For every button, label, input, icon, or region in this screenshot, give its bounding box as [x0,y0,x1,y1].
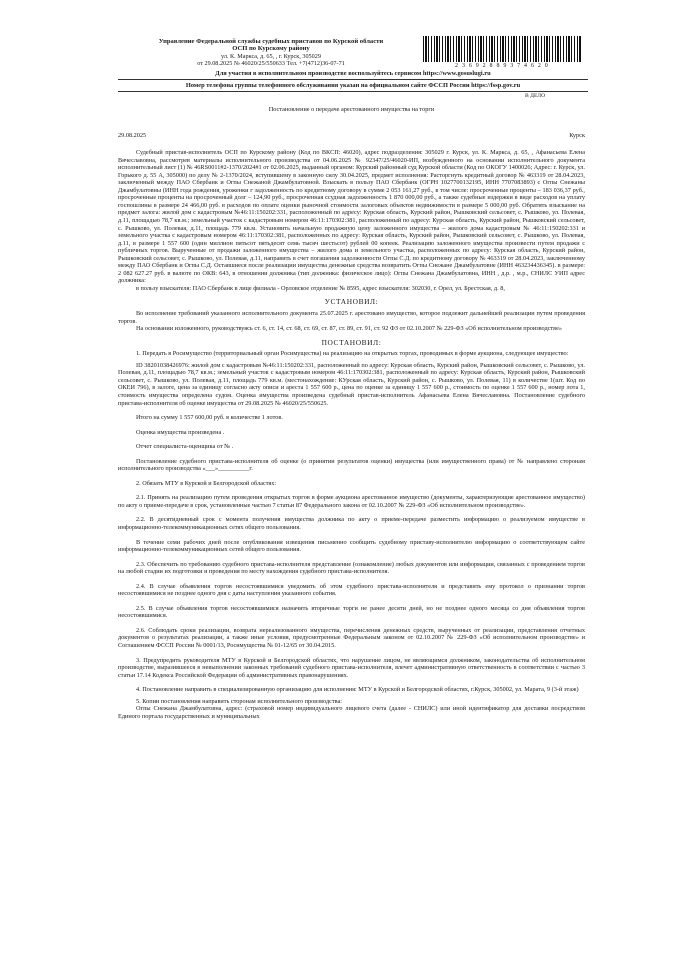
department-address: ул. К. Маркса, д. 65, , г. Курск, 305029 [221,52,321,60]
paragraph: ID 38201038426976: жилой дом с кадастровым №46:11:150202:331, расположенный по адресу: Курская область, Курский район, Рышковский сельсовет, с. Рышково, ул. Полевая, д.11, площадью 78,7 кв.м.; земельный участок с кадастровым номером 46:11:170302:381, расположенный по адресу: Курская область, Курский район, Рышковский сельсовет, с. Рышково, ул. Полевая, д.11, площадь 779 кв.м. (местонахождение: КУрская область, Курский район, с. Рышково, ул. Полевая, 11) в количестве 1(шт. Код по ОКЕИ 796), в залоге, цена за единицу согласно акту описи и ареста 1 557 600 р., цена по оценке за единицу 1 557 600 р., стоимость по оценке 1 557 600 р., номер лота 1, стоимость имущества определена судом. Оценка имущества произведена судебный пристав-исполнитель Афанасьева Елена Вячеславовна. Постановление судебного пристава-исполнителя об оценке имущества от 29.08.2025 № 46020/25/550625. [118,361,585,407]
section-heading-ustanovil: УСТАНОВИЛ: [324,297,379,307]
barcode-number: 2 3 6 9 2 8 8 9 3 7 4 6 2 0 [455,63,549,69]
phone-notice: Номер телефона группы телефонного обслуживания указан на официальном сайте ФССП России https://fssp.gov.ru [185,82,521,89]
paragraph: Во исполнение требований указанного исполнительного документа 25.07.2025 г. арестовано имущество, которое подлежит дальнейшей реализации путем проведения торгов. [118,310,585,325]
paragraph: 5. Копии постановления направить сторонам исполнительного производства: [136,697,343,705]
paragraph: В течение семи рабочих дней после опубликования извещения письменно сообщить судебному приставу-исполнителю информацию о соответствующем сайте информационно-телекоммуникационных сетей общего пользования. [118,538,585,554]
document-body [118,106,585,720]
paragraph: На основании изложенного, руководствуясь ст. 6, ст. 14, ст. 68, ст. 69, ст. 87, ст. 89, ст. 91, ст. 92 ФЗ от 02.10.2007 № 229-ФЗ «Об исполнительном производстве» [136,325,562,333]
barcode [423,36,581,62]
department-name: ОСП по Курскому району [232,45,310,53]
paragraph: 2.5. В случае объявления торгов несостоявшимися назначить вторичные торги не ранее десяти дней, но не позднее одного месяца со дня объявления торгов несостоявшимися. [118,604,585,620]
paragraph: 2.3. Обеспечить по требованию судебного пристава-исполнителя представление (ознакомление) любых документов или информации, связанных с проведением торгов на любой стадии их подготовки и проведения по месту нахождения судебного пристава-исполнителя. [118,560,585,576]
letterhead [126,38,416,68]
paragraph: 2. Обязать МТУ в Курской и Белгородской областях: [136,479,277,487]
divider [118,79,588,80]
document-date: 29.08.2025 [118,131,147,139]
date-line [118,132,585,140]
section-heading-postanovil: ПОСТАНОВИЛ: [321,337,382,347]
paragraph: 1. Передать в Росимущество (территориальный орган Росимущества) на реализацию на открытых торгах, проводимых в форме аукциона, следующее имущество: [136,350,569,358]
paragraph: Итого на сумму 1 557 600,00 руб. в количестве 1 лотов. [136,414,283,422]
gosuslugi-notice: Для участия в исполнительном производстве воспользуйтесь сервисом https://www.gosuslugi.ru [215,70,491,77]
document-title: Постановление о передаче арестованного имущества на торги [268,106,435,113]
paragraph: Оценка имущества произведена . [136,428,225,436]
paragraph: 2.1. Принять на реализацию путем проведения открытых торгов в форме аукциона арестованное имущество (документы, характеризующие арестованное имущество) по акту о приеме-передаче в срок, установленные частью 7 статьи 87 Федерального закона от 02.10.2007 № 229-ФЗ «Об исполнительном производстве». [118,494,585,509]
paragraph: Отчет специалиста-оценщика от № . [136,443,234,451]
to-file-mark: В ДЕЛО [525,93,546,99]
paragraph: 3. Предупредить руководителя МТУ в Курской и Белгородской областях, что нарушение лицом, не являющимся должником, законодательства об исполнительном производстве, выразившееся в невыполнении законных требований судебного пристава-исполнителя, влечет административную ответственность в соответствии с частью 3 статьи 17.14 Кодекса Российской Федерации об административных правонарушениях. [118,656,585,679]
paragraph: Судебный пристав-исполнитель ОСП по Курскому району (Код по ВКСП: 46020), адрес подразделения: 305029 г. Курск, ул. К. Маркса, д. 65, , Афанасьева Елена Вячеславовна, рассмотрев материалы исполнительного производства от 04.06.2025 № 92347/25/46020-ИП, возбужденного на основании исполнительного документа исполнительный лист (1) № 46RS0011#2-1370/2024#1 от 02.06.2025, выданный органом: Курский районный суд Курской области (Код по ОКОГУ 1400026; Адрес: г. Курск, ул. Горького д. 55 А, 305000) по делу № 2-1370/2024, вступившему в законную силу 30.04.2025, предмет исполнения: Расторгнуть кредитный договор № 463319 от 28.04.2023, заключенный между ПАО Сбербанк и Огпы Снежаной Джамбулатовной. Взыскать в пользу ПАО Сбербанк (ОГРН 1027700132195, ИНН 7707083893) с Огпы Снежаны Джамбулатовны (ИНН года рождения, уроженки г задолженность по кредитному договору в сумме 2 053 161,27 руб., в том числе: просроченные проценты – 183 036,37 руб., просроченные проценты на просроченный долг – 124,90 руб., просроченная ссудная задолженность 1 870 000,00 руб., а также судебные издержки в виде расходов на уплату госпошлины в размере 24 466,00 руб. в расходов по оплате оценки рыночной стоимости залоговых объектов недвижимости в размере 5 000,00 руб. Обратить взыскание на предмет залога: жилой дом с кадастровым №46:11:150202:331, расположенный по адресу: Курская область, Курский район, Рышковский сельсовет, с. Рышково, ул. Полевая, д.11, площадью 78,7 кв.м.; земельный участок с кадастровым номером 46:11:170302:381, расположенный по адресу: Курская область, Курский район, Рышковский сельсовет, с. Рышково, ул. Полевая, д.11, площадь 779 кв.м. Установить начальную продажную цену заложенного имущества – жилого дома кадастровым № 46:11:150202:331 и земельного участка с кадастровым номером 46:11:170302:381, расположенных по адресу: Курская область, Курский район, Рышковский сельсовет, с. Рышково, ул. Полевая, д.11, в размере 1 557 600 (один миллион пятьсот пятьдесят семь тысяч шестьсот) рублей 00 копеек. Реализацию заложенного имущества произвести путем продажи с публичных торгов. Вырученные от продажи заложенного имущества – жилого дома и земельного участка, расположенных по адресу: Курская область, Курский район, Рышковский сельсовет, с. Рышково, ул. Полевая, д.11, направить в счет погашения задолженности Огпы С.Д. по кредитному договору № 463319 от 28.04.2023, заключенному между ПАО Сбербанк и Огпы С.Д. Оставшиеся после реализации имущества денежные средства возвратить Огпы Снежане Джамбулатовне (ИНН 463234436345). в размере: 2 082 627.27 руб. в валюте по ОКВ: 643, в отношении должника (тип должника: физическое лицо): Огпы Снежана Джамбулатовна, ИНН , д.р. , м.р., СНИЛС УИП адрес должника: [118,149,585,285]
document-city: Курск [569,131,585,139]
paragraph: 2.2. В десятидневный срок с момента получения имущества должника по акту о приеме-передаче разместить информацию о реализуемом имуществе в информационно-телекоммуникационных сетях общего пользования. [118,516,585,531]
paragraph: Постановление судебного пристава-исполнителя об оценке (о принятии результатов оценки) имущества (или имущественного права) от № направлено сторонам исполнительного производства «___»__________г. [118,457,585,473]
document-reference: от 29.08.2025 № 46020/25/550633 Тел. +7(4712)36-07-71 [197,60,345,68]
paragraph: 2.4. В случае объявления торгов несостоявшимися уведомить об этом судебного пристава-исполнителя и представить ему протокол о признании торгов несостоявшимися не позднее одного дня с даты наступления указанного события. [118,582,585,598]
paragraph: в пользу взыскателя: ПАО Сбербанк в лице филиала - Орловское отделение № 8595, адрес взыскателя: 302030, г. Орел, ул. Брестская, д. 8, [136,284,505,292]
paragraph: Огпы Снежана Джамбулатовна, адрес: (страховой номер индивидуального лицевого счета (далее - СНИЛС) или иной идентификатор для доставки посредством Единого портала государственных и муниципальных [118,705,585,720]
divider [118,91,588,92]
paragraph: 4. Постановление направить в специализированную организацию для исполнения: МТУ в Курской и Белгородской областях, г.Курск, 305002, ул. Марата, 9 (3-й этаж) [136,686,579,694]
paragraph: 2.6. Соблюдать сроки реализации, возврата нереализованного имущества, перечисления денежных средств, вырученных от реализации, представления отчетных документов о результатах реализации, а также иные условия, предусмотренные Федеральным законом от 02.10.2007 № 229-ФЗ «Об исполнительном производстве» и Соглашением ФССП России № 0001/13, Росимущества № 01-12/65 от 30.04.2015. [118,626,585,649]
org-name: Управление Федеральной службы судебных приставов по Курской области [158,38,384,45]
